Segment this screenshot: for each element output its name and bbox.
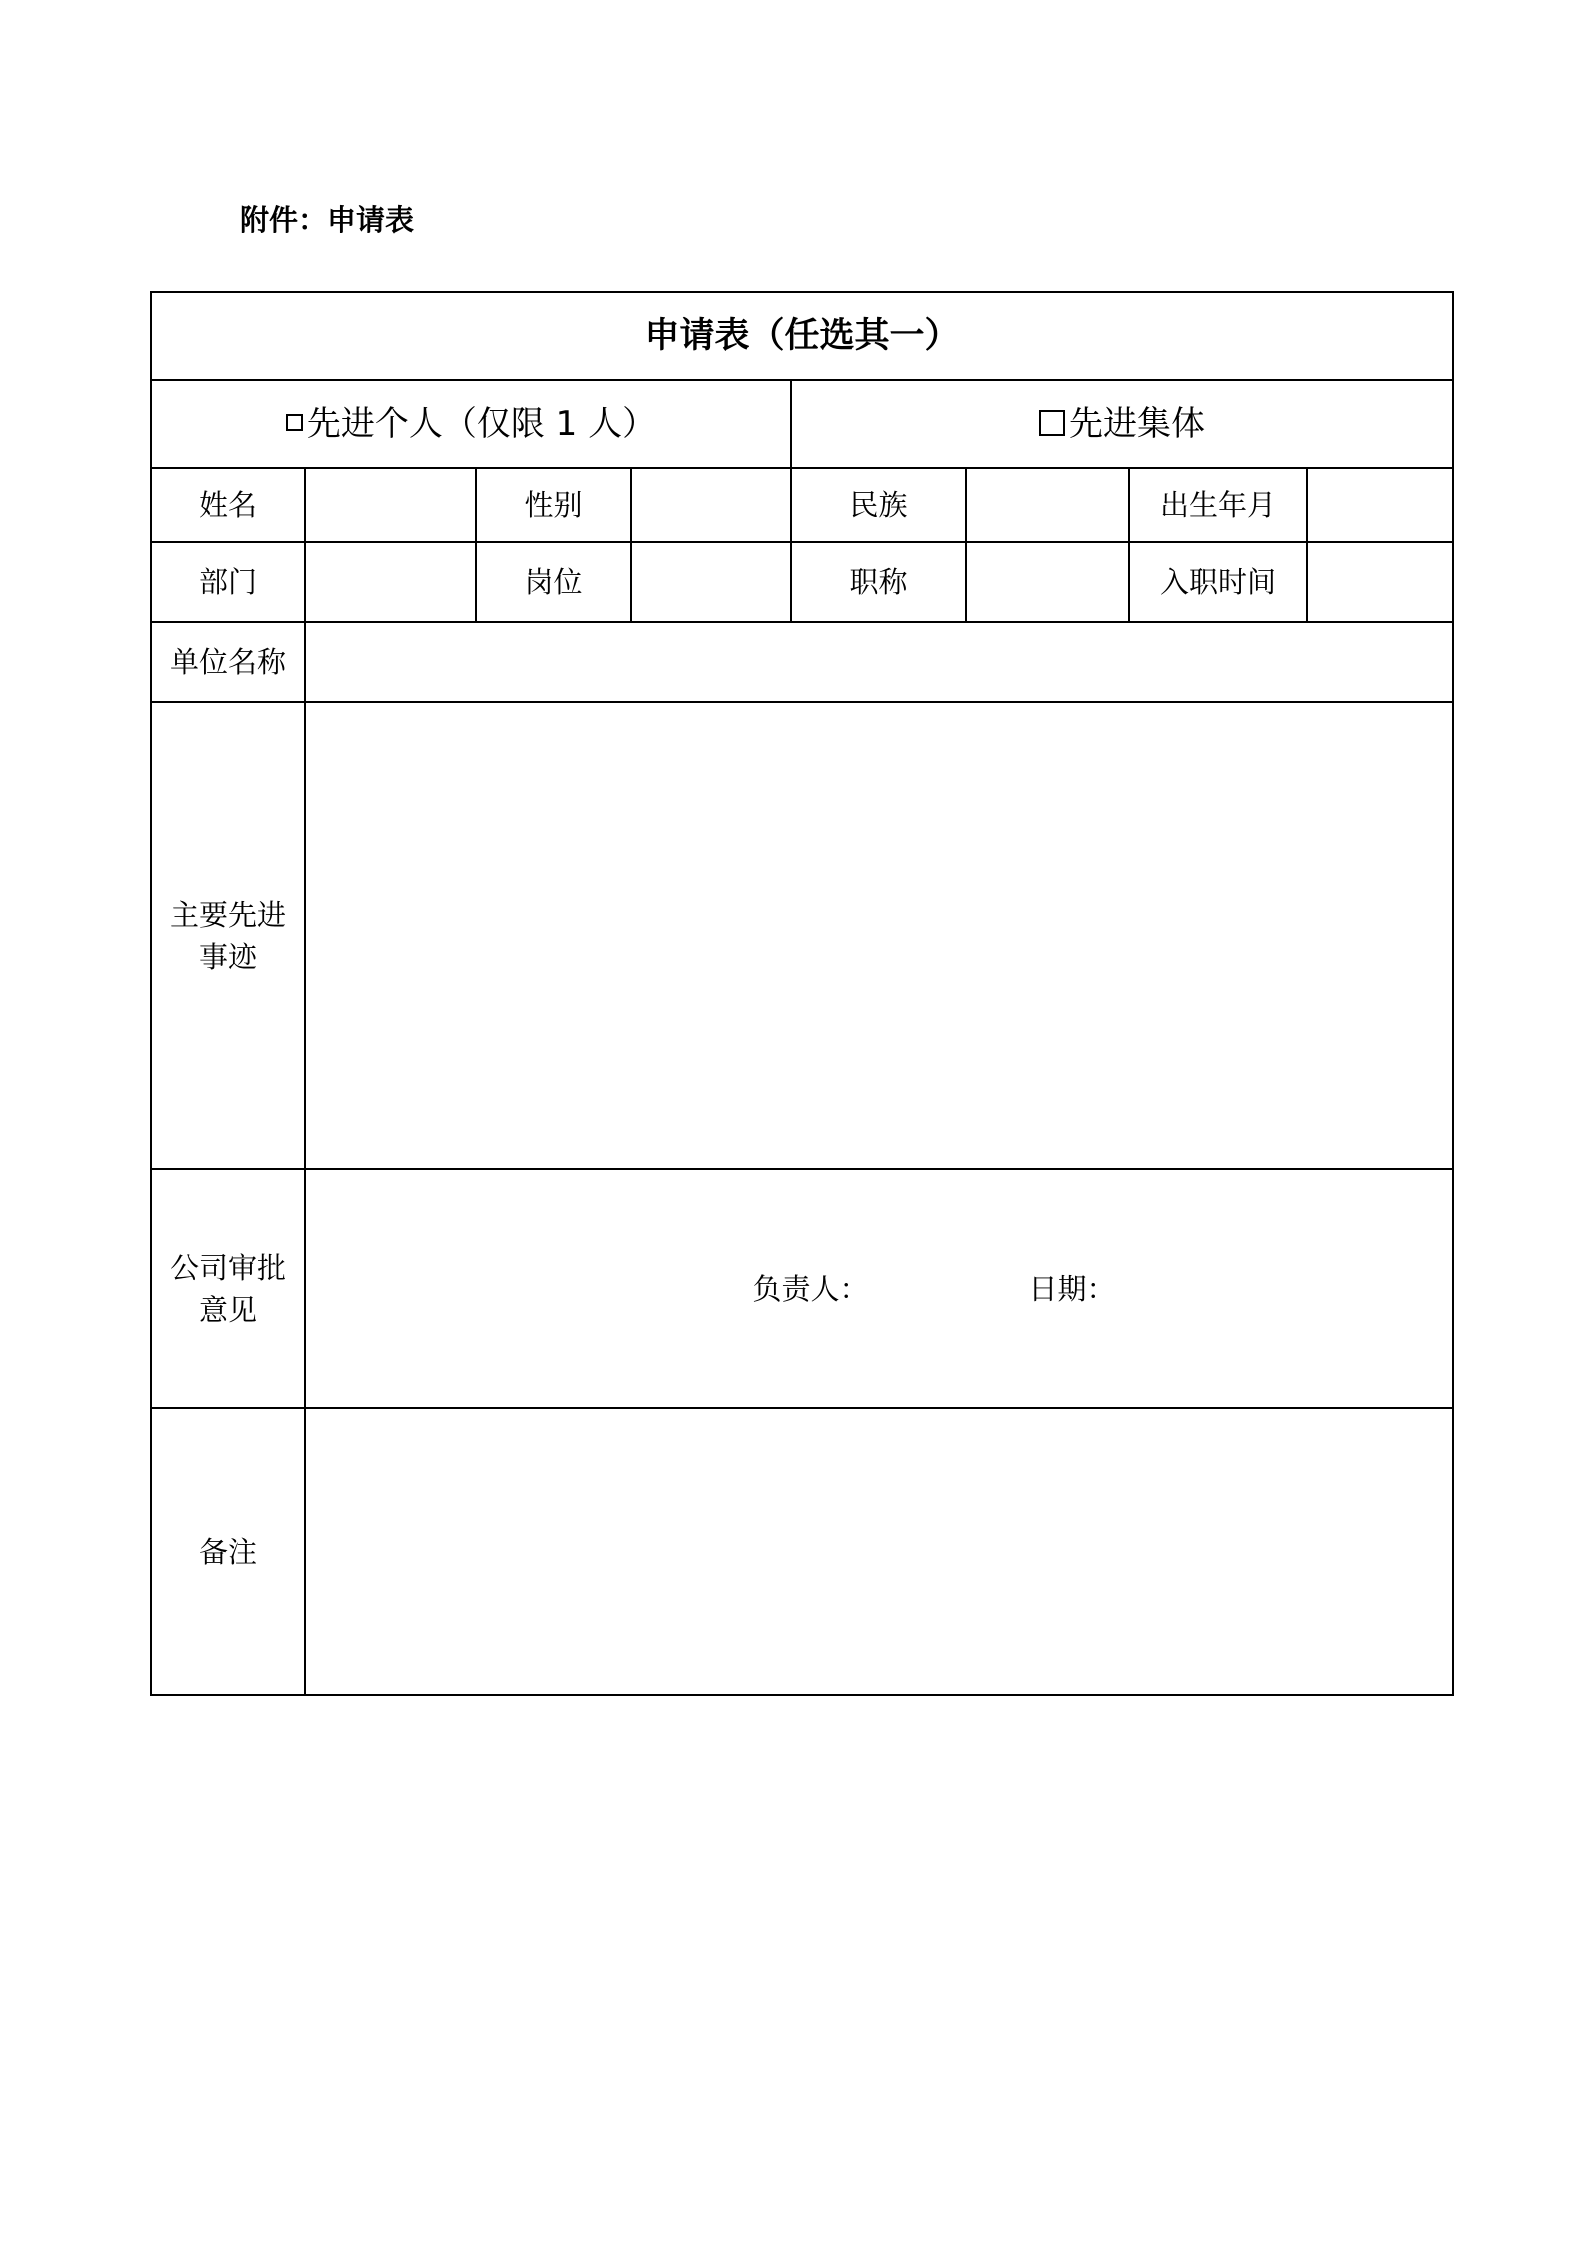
label-approval-text: 公司审批意见 [169, 1250, 286, 1327]
attachment-title: 附件：申请表 [240, 203, 415, 237]
approval-person-label: 负责人： [752, 1271, 869, 1306]
field-gender[interactable] [631, 468, 791, 542]
option-individual[interactable] [151, 380, 791, 468]
label-remarks: 备注 [151, 1408, 305, 1695]
field-ethnicity[interactable] [966, 468, 1129, 542]
label-ethnicity: 民族 [791, 468, 966, 542]
field-unit-name[interactable] [305, 622, 1453, 702]
checkbox-individual[interactable] [286, 414, 303, 431]
checkbox-group[interactable] [1039, 410, 1065, 436]
label-title-rank: 职称 [791, 542, 966, 622]
field-hire-date[interactable] [1307, 542, 1453, 622]
field-birth[interactable] [1307, 468, 1453, 542]
field-approval[interactable] [305, 1169, 1453, 1408]
field-department[interactable] [305, 542, 476, 622]
label-approval [151, 1169, 305, 1408]
label-department: 部门 [151, 542, 305, 622]
field-position[interactable] [631, 542, 791, 622]
label-birth: 出生年月 [1129, 468, 1307, 542]
option-group-label: 先进集体 [1069, 404, 1205, 444]
label-achievements [151, 702, 305, 1169]
label-hire-date: 入职时间 [1129, 542, 1307, 622]
field-remarks[interactable] [305, 1408, 1453, 1695]
approval-signature-line [642, 1268, 1115, 1310]
field-achievements[interactable] [305, 702, 1453, 1169]
option-individual-label: 先进个人（仅限 1 人） [306, 404, 657, 444]
label-position: 岗位 [476, 542, 631, 622]
label-achievements-text: 主要先进事迹 [169, 897, 286, 974]
application-form [150, 291, 1454, 1696]
field-name[interactable] [305, 468, 476, 542]
label-gender: 性别 [476, 468, 631, 542]
label-name: 姓名 [151, 468, 305, 542]
option-group[interactable] [791, 380, 1453, 468]
approval-date-label: 日期： [1028, 1271, 1116, 1306]
field-title-rank[interactable] [966, 542, 1129, 622]
label-unit-name: 单位名称 [151, 622, 305, 702]
form-title: 申请表（任选其一） [151, 292, 1453, 380]
